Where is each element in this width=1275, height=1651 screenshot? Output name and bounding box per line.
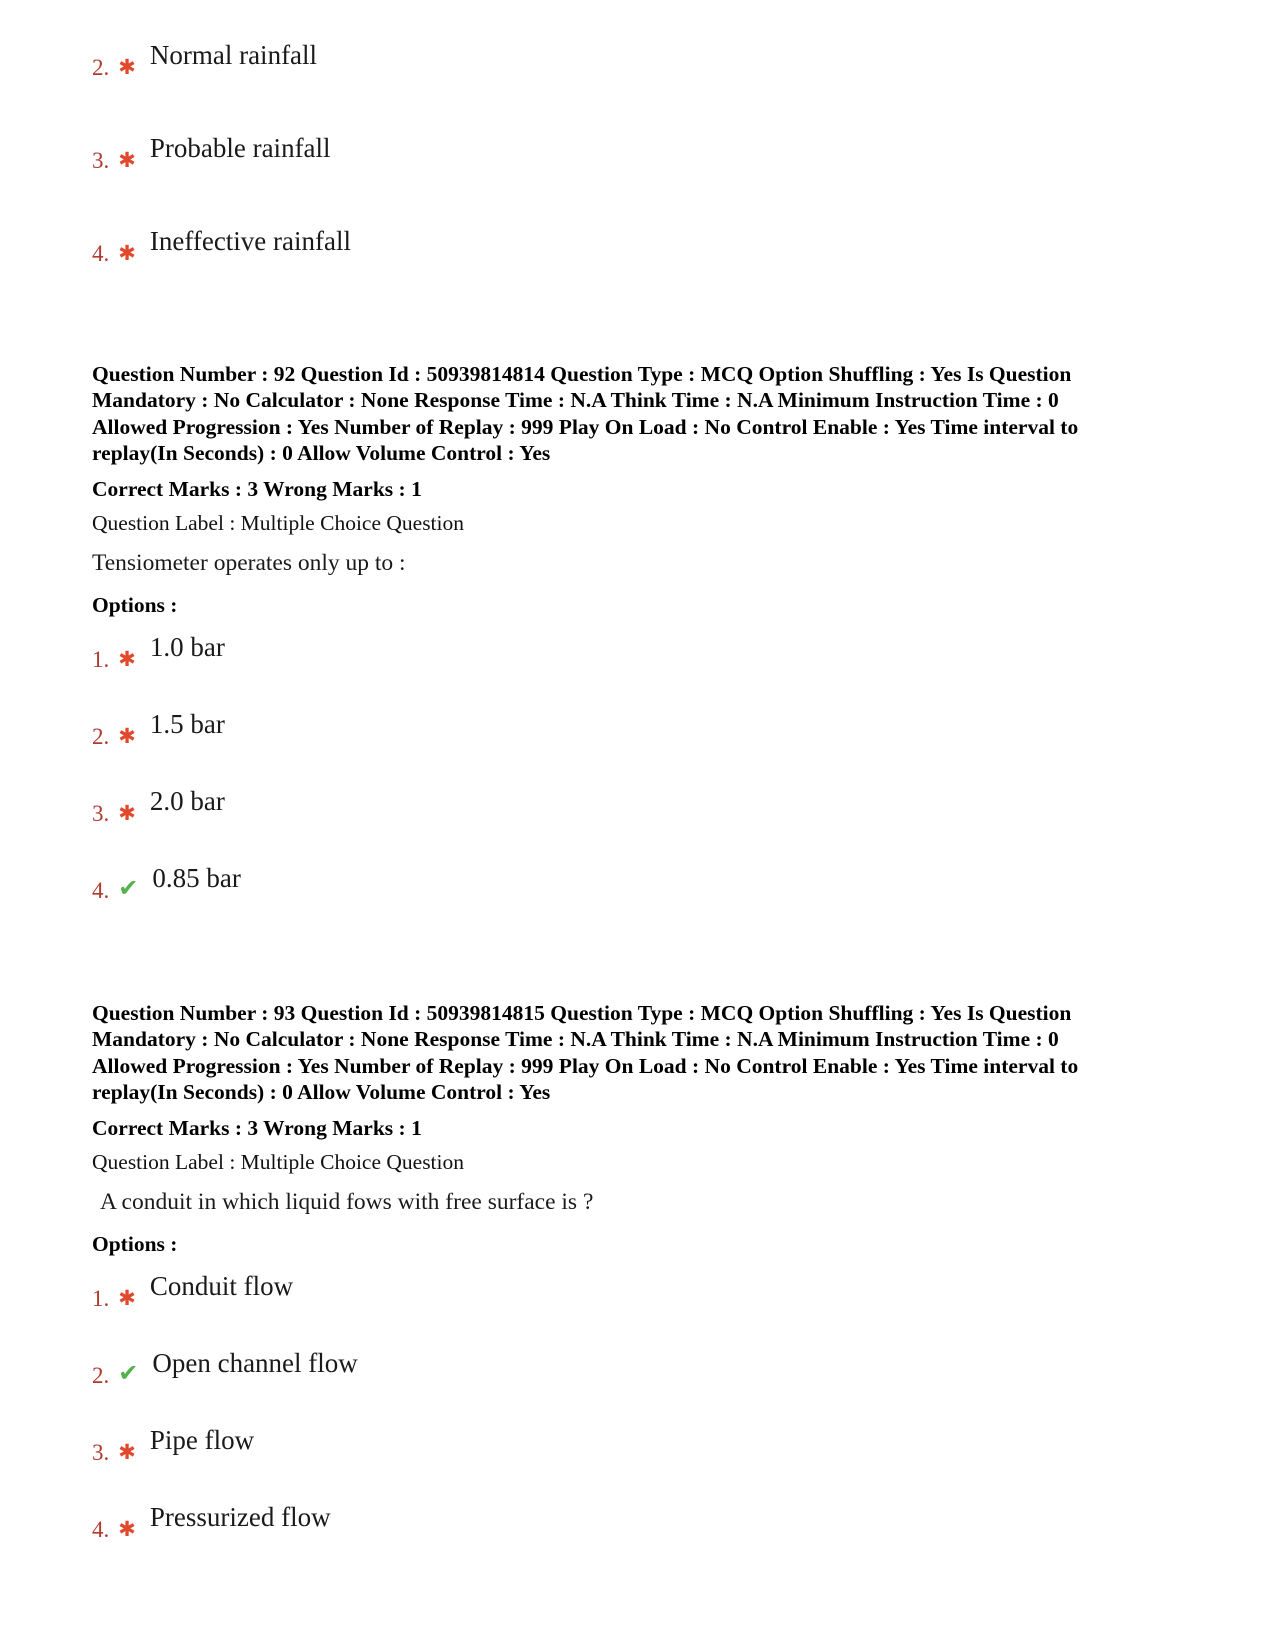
option-row bbox=[92, 1347, 1185, 1388]
option-text: Probable rainfall bbox=[149, 133, 331, 163]
question-options bbox=[92, 631, 1185, 903]
question-label-line: Question Label : Multiple Choice Question bbox=[92, 510, 465, 535]
wrong-mark-icon: ✱ bbox=[118, 646, 136, 671]
wrong-mark-icon: ✱ bbox=[118, 148, 136, 172]
correct-mark-icon: ✔ bbox=[118, 1360, 139, 1387]
wrong-mark-icon: ✱ bbox=[118, 1516, 136, 1541]
question-text: A conduit in which liquid fows with free surface is ? bbox=[100, 1188, 594, 1215]
question-metadata: Question Number : 93 Question Id : 50939814815 Question Type : MCQ Option Shuffling : Yes Is Question Mandatory : No Calculator : None Response Time : N.A Think Time : N.A Minimum Instruction Time : 0 Allowed Progression : Yes Number of Replay : 999 Play On Load : No Control Enable : Yes Time interval to replay(In Seconds) : 0 Allow Volume Control : Yes bbox=[92, 1000, 1079, 1105]
question-metadata: Question Number : 92 Question Id : 50939814814 Question Type : MCQ Option Shuffling : Yes Is Question Mandatory : No Calculator : None Response Time : N.A Think Time : N.A Minimum Instruction Time : 0 Allowed Progression : Yes Number of Replay : 999 Play On Load : No Control Enable : Yes Time interval to replay(In Seconds) : 0 Allow Volume Control : Yes bbox=[92, 362, 1079, 466]
option-row bbox=[92, 40, 1185, 80]
option-number: 1. bbox=[92, 1285, 110, 1311]
option-text: 2.0 bar bbox=[149, 785, 225, 816]
option-number: 1. bbox=[92, 646, 110, 672]
correct-mark-icon: ✔ bbox=[118, 875, 139, 902]
option-row bbox=[92, 226, 1185, 266]
question-marks-line: Correct Marks : 3 Wrong Marks : 1 bbox=[92, 476, 422, 501]
option-text: Pressurized flow bbox=[149, 1501, 331, 1532]
options-heading: Options : bbox=[92, 1231, 178, 1256]
options-heading: Options : bbox=[92, 592, 178, 617]
option-row bbox=[92, 785, 1185, 826]
option-number: 2. bbox=[92, 1362, 110, 1388]
question-options bbox=[92, 1270, 1185, 1542]
wrong-mark-icon: ✱ bbox=[118, 1285, 136, 1310]
option-text: Open channel flow bbox=[152, 1347, 358, 1378]
option-text: 1.5 bar bbox=[149, 708, 225, 739]
option-number: 2. bbox=[92, 55, 110, 80]
option-number: 4. bbox=[92, 1516, 110, 1542]
wrong-mark-icon: ✱ bbox=[118, 723, 136, 748]
option-number: 2. bbox=[92, 723, 110, 749]
question-block-92 bbox=[92, 361, 1185, 902]
option-row bbox=[92, 133, 1185, 173]
option-number: 4. bbox=[92, 241, 110, 266]
option-row bbox=[92, 1501, 1185, 1542]
section-gap bbox=[92, 902, 1185, 1000]
option-row bbox=[92, 862, 1185, 903]
option-row bbox=[92, 708, 1185, 749]
option-text: 1.0 bar bbox=[149, 631, 225, 662]
question-marks-line: Correct Marks : 3 Wrong Marks : 1 bbox=[92, 1115, 422, 1140]
option-number: 4. bbox=[92, 877, 110, 903]
wrong-mark-icon: ✱ bbox=[118, 241, 136, 265]
option-text: 0.85 bar bbox=[152, 862, 241, 893]
option-row bbox=[92, 631, 1185, 672]
option-text: Conduit flow bbox=[149, 1270, 294, 1301]
option-number: 3. bbox=[92, 148, 110, 173]
wrong-mark-icon: ✱ bbox=[118, 1439, 136, 1464]
question-label-line: Question Label : Multiple Choice Question bbox=[92, 1149, 465, 1174]
option-text: Normal rainfall bbox=[149, 40, 318, 70]
previous-question-options bbox=[92, 40, 1185, 266]
wrong-mark-icon: ✱ bbox=[118, 55, 136, 79]
option-row bbox=[92, 1424, 1185, 1465]
option-number: 3. bbox=[92, 800, 110, 826]
question-text: Tensiometer operates only up to : bbox=[92, 549, 406, 576]
option-number: 3. bbox=[92, 1439, 110, 1465]
wrong-mark-icon: ✱ bbox=[118, 800, 136, 825]
option-text: Pipe flow bbox=[149, 1424, 255, 1455]
option-text: Ineffective rainfall bbox=[149, 226, 351, 256]
option-row bbox=[92, 1270, 1185, 1311]
question-block-93 bbox=[92, 1000, 1185, 1541]
